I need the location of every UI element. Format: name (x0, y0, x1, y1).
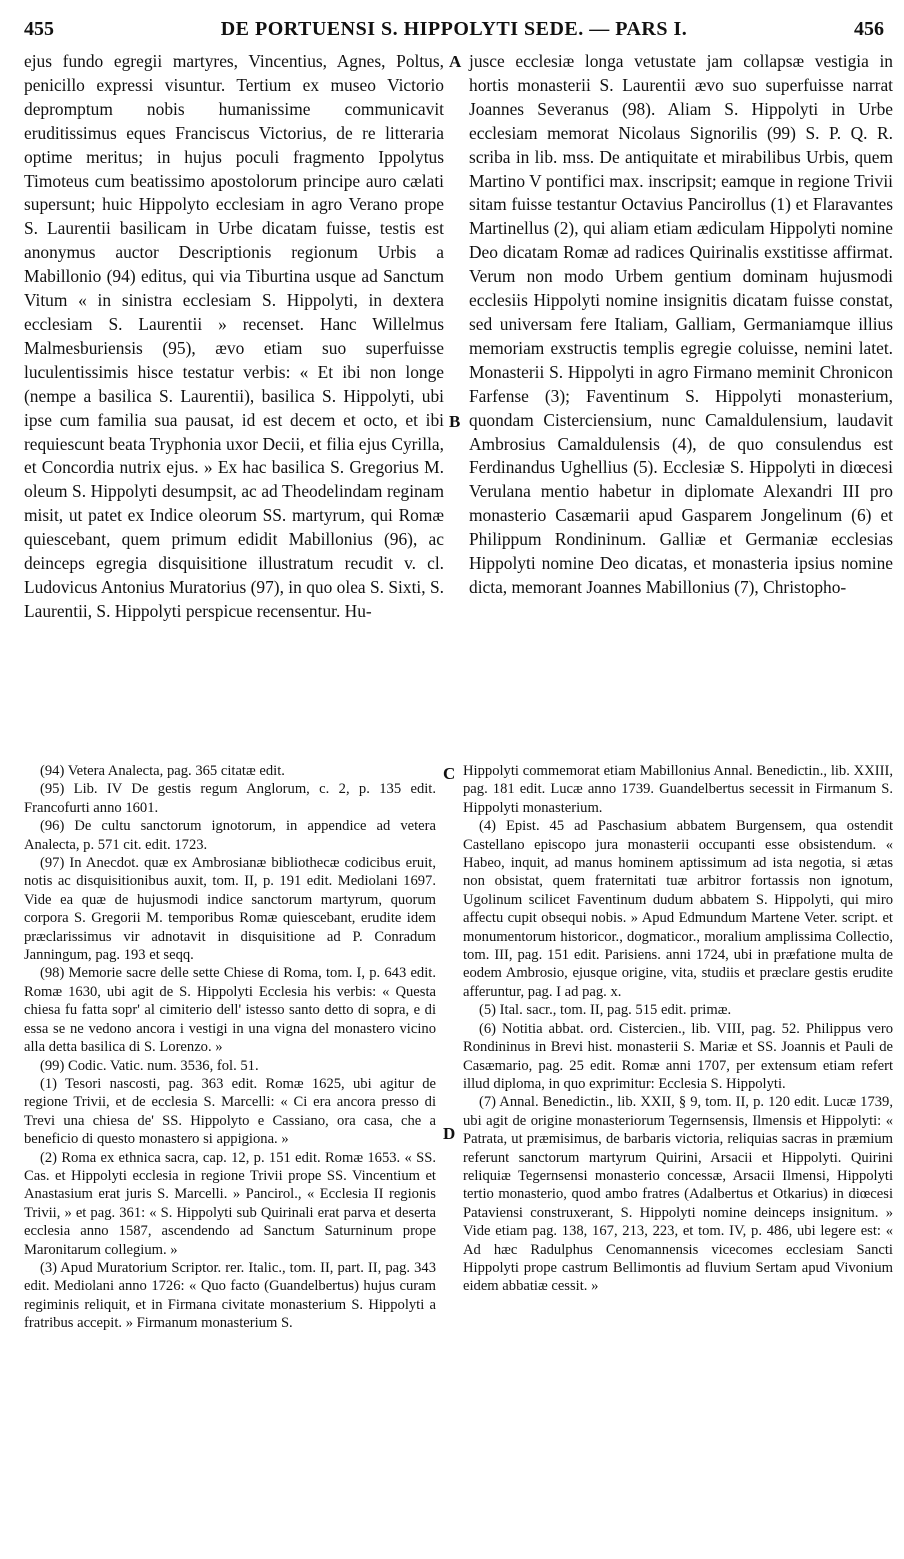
footnote: (99) Codic. Vatic. num. 3536, fol. 51. (40, 1057, 259, 1074)
footnote: (6) Notitia abbat. ord. Cistercien., lib. VIII, pag. 52. Philippus vero Rondininus in Brevi hist. monasterii S. Mariæ et SS. Joannis et Pauli de Casæmario, pag. 25 edit. Romæ anni 1707, per extensum etiam refert illud diploma, in quo exprimitur: Ecclesia S. Hippolyti. (463, 1020, 893, 1092)
footnotes-left-column (24, 762, 436, 1333)
footnote: (98) Memorie sacre delle sette Chiese di Roma, tom. I, p. 643 edit. Romæ 1630, ubi agit de S. Hippolyti Ecclesia his verbis: « Questa chiesa fu fatta sopr' al cimiterio dell' istesso santo detto di sopra, e di essa se ne vedono ancora i vestigi in una vigna del monastero vicino alla detta basilica di S. Lorenzo. » (24, 965, 436, 1056)
main-text-right: jusce ecclesiæ longa vetustate jam collapsæ vestigia in hortis monasterii S. Laurentii ævo suo superfuisse narrat Joannes Severanus (98). Aliam S. Hippolyti in Urbe ecclesiam memorat Nicolaus Signorilis (99) S. P. Q. R. scriba in lib. mss. De antiquitate et mirabilibus Urbis, quem Martino V pontifici max. inscripsit; eamque in regione Trivii sitam fuisse testantur Octavius Pancirollus (1) et Flaravantes Martinellus (2), qui aliam etiam ædiculam Hippolyti nomine Deo dicatam Romæ ad radices Quirinalis exstitisse affirmat. Verum non modo Urbem gentium dominam hujusmodi ecclesiis Hippolyti nomine insignitis dicatam fuisse constat, sed universam fere Italiam, Galliam, Germaniamque illius memoriam exstructis templis egregie coluisse, nemini latet. Monasterii S. Hippolyti in agro Firmano meminit Chronicon Farfense (3); Faventinum S. Hippolyti monasterium, quondam Cisterciensium, nunc Camaldulensium, laudavit Ambrosius Camaldulensis (4), de quo consulendus est Ferdinandus Ughellius (5). Ecclesiæ S. Hippolyti in diœcesi Verulana mentio habetur in diplomate Alexandri III pro monasterio Casæmarii apud Gasparem Jongelinum (6) et Philippum Rondininum. Galliæ et Germaniæ ecclesias Hippolyti nomine Deo dicatas, et monasteria ipsius nomine dicta, memorant Joannes Mabillonius (7), Christopho- (469, 51, 893, 597)
footnote: (5) Ital. sacr., tom. II, pag. 515 edit. primæ. (479, 1002, 732, 1019)
footnote: (3) Apud Muratorium Scriptor. rer. Italic., tom. II, part. II, pag. 343 edit. Mediolani anno 1726: « Quo facto (Guandelbertus) hujus curam regiminis reliquit, et in Firmana civitate monasterium S. Hippolyti a fratribus accepit. » Firmanum monasterium S. (24, 1259, 436, 1332)
footnote-continued: Hippolyti commemorat etiam Mabillonius Annal. Benedictin., lib. XXIII, pag. 181 edit. Lucæ anno 1739. Guandelbertus secessit in Firmanum S. Hippolyti monasterium. (463, 763, 893, 816)
running-header (24, 18, 884, 44)
page-number-right: 456 (854, 18, 884, 40)
footnote: (7) Annal. Benedictin., lib. XXII, § 9, tom. II, p. 120 edit. Lucæ 1739, ubi agit de origine monasteriorum Tegernsensis, Ilmensis et Hippolyti: « Patrata, ut præmisimus, de barbaris victoria, reliquias sacras in præmium referunt sanctorum martyrum Quirini, Arsacii et Hippolyti. Quirini reliquiæ Tegernsensi monasterio concessæ, Arsacii Ilmensi, Hippolyti tertio monasterio, quod ambo fratres (Adalbertus et Otkarius) in diœcesi Pataviensi construxerant, S. Hippolyti nomine deinceps insignitum. » Vide etiam pag. 138, 167, 213, 223, et tom. IV, p. 486, ubi legere est: « Ad hæc Radulphus Cenomannensis vicecomes ecclesiam Sancti Hippolyti prope castrum Bellimontis ad fluvium Sertam apud Vivonium eidem abbatiæ cessit. » (463, 1094, 893, 1295)
footnote: (96) De cultu sanctorum ignotorum, in appendice ad vetera Analecta, p. 571 cit. edit. 1723. (24, 818, 436, 853)
main-text-left-column (24, 50, 444, 624)
page-number-left: 455 (24, 18, 54, 40)
margin-letter-d: D (443, 1124, 456, 1143)
running-title: DE PORTUENSI S. HIPPOLYTI SEDE. — PARS I. (220, 18, 688, 40)
footnotes-right-column (463, 762, 893, 1296)
margin-letter-a: A (449, 52, 462, 71)
footnote: (4) Epist. 45 ad Paschasium abbatem Burgensem, qua ostendit Castellano episcopo jura monasterii occupanti esse obsistendum. « Habeo, inquit, ad manus hominem aptissimum ad ista negotia, si ætas non obsistat, quem fraternitati tuæ arbitror fortassis non ignotum, Ugolinum scilicet Faventinum dudum abbatem S. Hippolyti, qui miro affectu cupit obsequi nobis. » Apud Edmundum Martene Veter. script. et monumentorum historicor., dogmaticor., moralium amplissima Collectio, tom. III, pag. 151 edit. Parisiens. anni 1724, ubi in præfatione multa de eodem Ambrosio, ejusque origine, vita, studiis et præclare gestis erudite afferuntur, pag. I ad pag. x. (463, 818, 893, 1000)
footnote: (95) Lib. IV De gestis regum Anglorum, c. 2, p. 135 edit. Francofurti anno 1601. (24, 781, 436, 816)
margin-letter-c: C (443, 764, 456, 783)
main-text-left: ejus fundo egregii martyres, Vincentius, Agnes, Poltus, penicillo expressi visuntur. Tertium ex museo Victorio depromptum nobis humanissime communicavit eruditissimus eques Franciscus Victorius, de re litteraria optime meritus; in hujus poculi fragmento Ippolytus Timoteus cum beatissimo apostolorum principe auro cælati supersunt; huic Hippolyto ecclesiam in agro Verano prope S. Laurentii basilicam in Urbe dicatam fuisse, testis est anonymus auctor Descriptionis regionum Urbis a Mabillonio (94) editus, qui via Tiburtina usque ad Sanctum Vitum « in sinistra ecclesiam S. Hippolyti, in dextera ecclesiam S. Laurentii » recenset. Hanc Willelmus Malmesburiensis (95), ævo etiam suo superfuisse luculentissimis hisce testatur verbis: « Et ibi non longe (nempe a basilica S. Laurentii), basilica S. Hippolyti, ubi ipse cum familia sua pausat, id est decem et octo, et ibi requiescunt beata Tryphonia uxor Decii, et filia ejus Cyrilla, et Concordia nutrix ejus. » Ex hac basilica S. Gregorius M. oleum S. Hippolyti desumpsit, ac ad Theodelindam reginam misit, ut patet ex Indice oleorum SS. martyrum, qui Romæ quiescebant, quem primum edidit Mabillonius (96), ac deinceps egregia disquisitione illustratum recudit v. cl. Ludovicus Antonius Muratorius (97), in quo olea S. Sixti, S. Laurentii, S. Hippolyti perspicue recensentur. Hu- (24, 51, 444, 621)
main-text-right-column (469, 50, 893, 600)
footnote: (97) In Anecdot. quæ ex Ambrosianæ bibliothecæ codicibus eruit, notis ac disquisitionibus auxit, tom. II, p. 191 edit. Mediolani 1697. Vide ea quæ de hujusmodi indice sanctorum martyrum, quorum corpora S. Gregorii M. temporibus Romæ quiescebant, erudite idem præclarissimus vir adnotavit in disquisitione ad P. Conradum Janningum, pag. 193 et seqq. (24, 855, 436, 964)
footnote: (1) Tesori nascosti, pag. 363 edit. Romæ 1625, ubi agitur de regione Trivii, et de ecclesia S. Marcelli: « Ci era ancora presso di Trevi una chiesa de' SS. Hippolyto e Cassiano, ora casa, che a beneficio di questo monastero si appigiona. » (24, 1075, 436, 1148)
footnote: (94) Vetera Analecta, pag. 365 citatæ edit. (40, 763, 285, 779)
margin-letter-b: B (449, 412, 461, 431)
footnote: (2) Roma ex ethnica sacra, cap. 12, p. 151 edit. Romæ 1653. « SS. Cas. et Hippolyti ecclesia in regione Trivii prope SS. Vincentium et Anastasium erat juris S. Marcelli. » Pancirol., « Ecclesia II regionis Trivii, » et pag. 361: « S. Hippolyti sub Quirinali erat parva et deserta ecclesia anno 1587, ascendendo ad Sanctum Saturninum prope Maronitarum collegium. » (24, 1149, 436, 1258)
